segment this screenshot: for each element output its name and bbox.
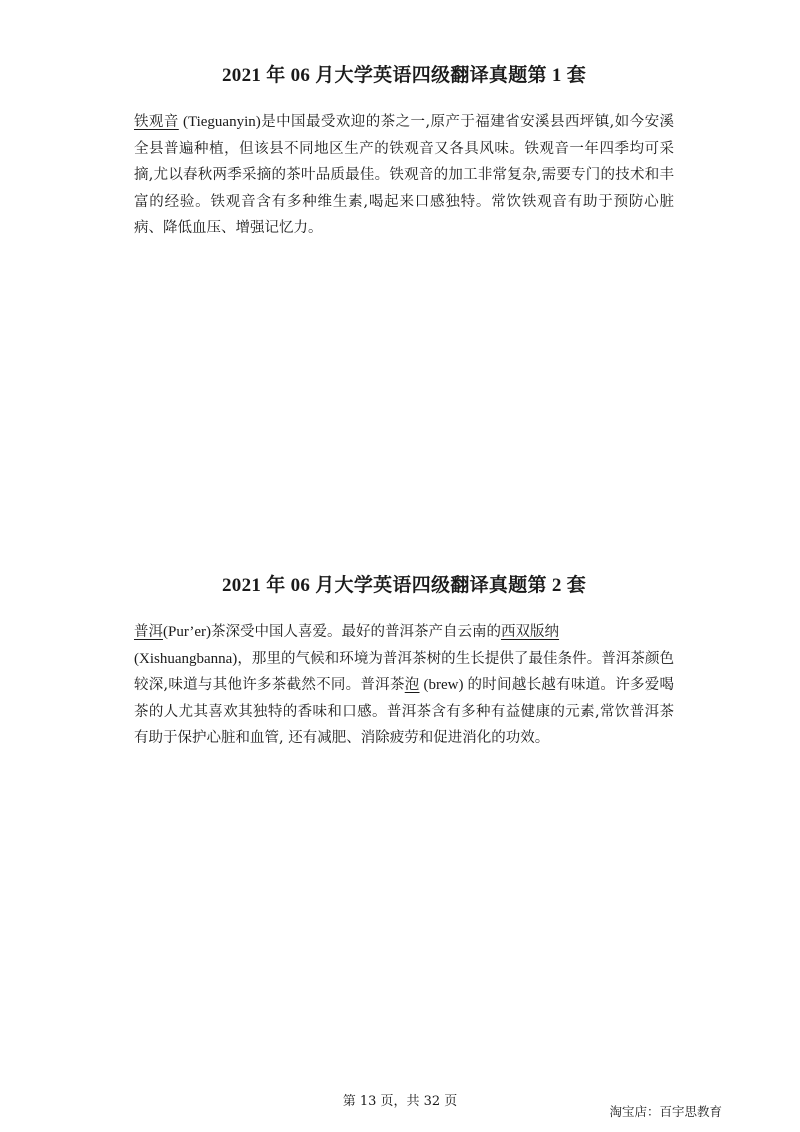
place-xishuangbanna-en: (Xishuangbanna)	[134, 650, 238, 667]
term-puer: 普洱	[134, 624, 163, 640]
section-1-title: 2021 年 06 月大学英语四级翻译真题第 1 套	[221, 65, 587, 86]
section-1	[134, 60, 674, 242]
section-1-paragraph	[134, 109, 674, 242]
section-2	[134, 570, 674, 752]
section-2-text-b: ，那里的气候和环境为普洱茶树的生长提供了最佳条件。普洱茶颜色较深,味道与其他许多茶截然不同。普洱茶	[134, 650, 674, 693]
place-xishuangbanna: 西双版纳	[501, 624, 560, 640]
section-2-paragraph	[134, 619, 674, 752]
verb-brew-en: (brew)	[419, 677, 468, 693]
term-tieguanyin: 铁观音	[134, 114, 179, 130]
section-2-text-c: 的时间越长越有味道。许多爱喝茶的人尤其喜欢其独特的香味和口感。普洱茶含有多种有益健康的元素,常饮普洱茶有助于保护心脏和血管, 还有减肥、消除疲劳和促进消化的功效。	[134, 677, 675, 746]
section-1-text: 是中国最受欢迎的茶之一,原产于福建省安溪县西坪镇,如今安溪全县普遍种植，但该县不同地区生产的铁观音又各具风味。铁观音一年四季均可采摘,尤以春秋两季采摘的茶叶品质最佳。铁观音的加工非常复杂,需要专门的技术和丰富的经验。铁观音含有多种维生素,喝起来口感独特。常饮铁观音有助于预防心脏病、降低血压、增强记忆力。	[134, 114, 675, 236]
section-2-text-a: 茶深受中国人喜爱。最好的普洱茶产自云南的	[211, 624, 502, 640]
page-number: 第 13 页，共 32 页	[342, 1094, 458, 1109]
shop-name: 淘宝店：百宇思教育	[609, 1104, 722, 1119]
section-2-title: 2021 年 06 月大学英语四级翻译真题第 2 套	[221, 575, 587, 596]
term-tieguanyin-en: (Tieguanyin)	[178, 114, 261, 130]
verb-brew: 泡	[404, 677, 420, 693]
term-puer-en: (Pur’er)	[163, 624, 212, 640]
